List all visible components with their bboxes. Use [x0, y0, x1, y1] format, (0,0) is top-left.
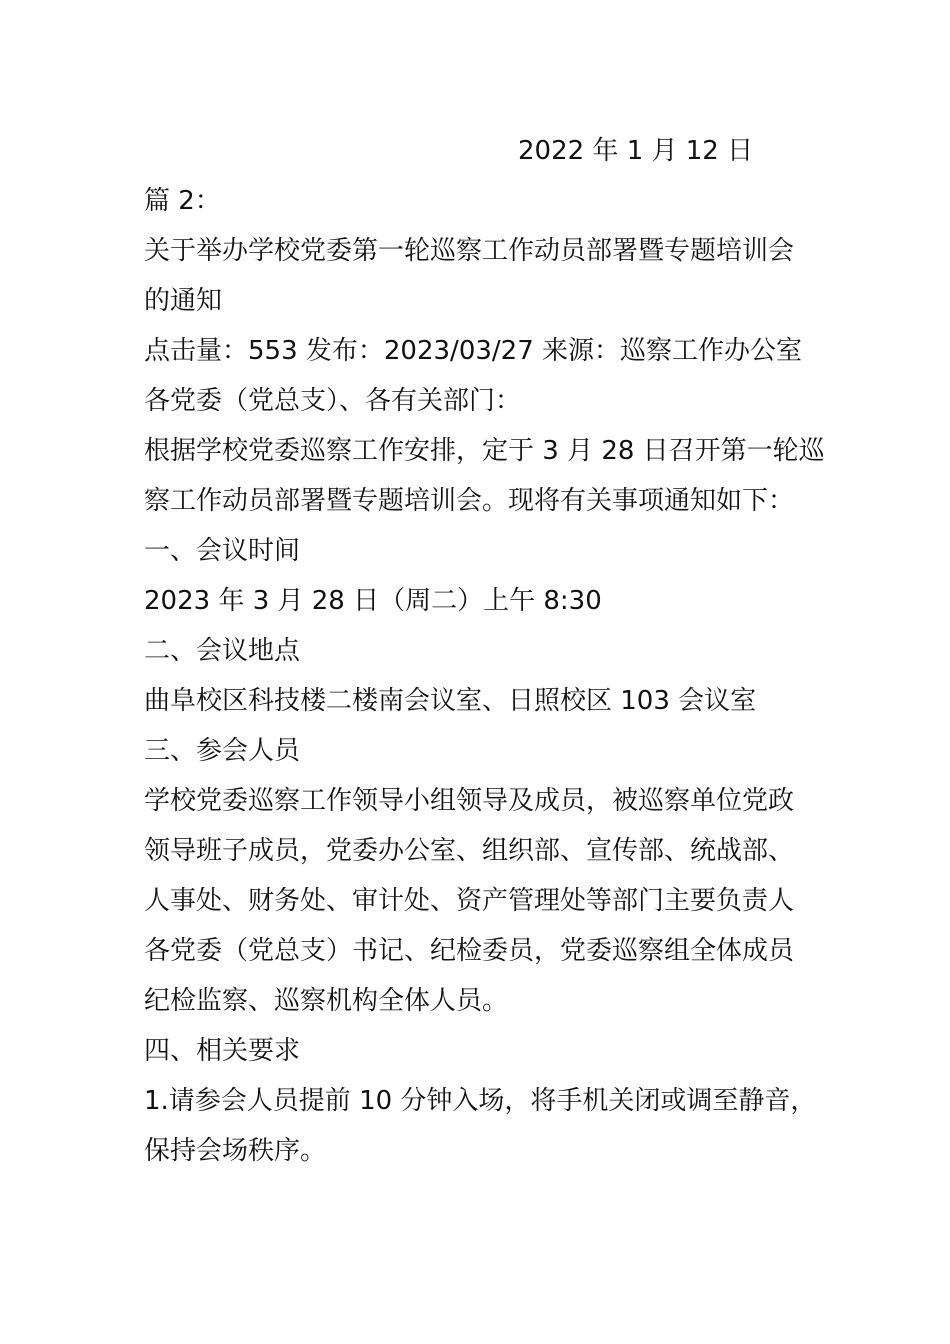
- attendees-line-4: 各党委（党总支）书记、纪检委员，党委巡察组全体成员: [144, 936, 795, 966]
- intro-line-2: 察工作动员部署暨专题培训会。现将有关事项通知如下：: [144, 486, 795, 516]
- attendees-line-2: 领导班子成员，党委办公室、组织部、宣传部、统战部、: [144, 836, 795, 866]
- section-heading-requirements: 四、相关要求: [144, 1036, 301, 1066]
- meeting-location: 曲阜校区科技楼二楼南会议室、日照校区 103 会议室: [144, 686, 757, 716]
- document-date: 2022 年 1 月 12 日: [518, 136, 754, 166]
- requirement-1-line-1: 1.请参会人员提前 10 分钟入场，将手机关闭或调至静音，: [144, 1086, 817, 1116]
- notice-meta: 点击量：553 发布：2023/03/27 来源：巡察工作办公室: [144, 336, 803, 366]
- attendees-line-3: 人事处、财务处、审计处、资产管理处等部门主要负责人: [144, 886, 795, 916]
- requirement-1-line-2: 保持会场秩序。: [144, 1136, 327, 1166]
- section-heading-time: 一、会议时间: [144, 536, 301, 566]
- section-label: 篇 2：: [144, 186, 221, 216]
- notice-title-line-1: 关于举办学校党委第一轮巡察工作动员部署暨专题培训会: [144, 236, 795, 266]
- salutation: 各党委（党总支）、各有关部门：: [144, 386, 522, 416]
- section-heading-attendees: 三、参会人员: [144, 736, 301, 766]
- attendees-line-1: 学校党委巡察工作领导小组领导及成员，被巡察单位党政: [144, 786, 795, 816]
- notice-title-line-2: 的通知: [144, 286, 223, 316]
- document-body: [144, 126, 825, 1176]
- attendees-line-5: 纪检监察、巡察机构全体人员。: [144, 986, 509, 1016]
- intro-line-1: 根据学校党委巡察工作安排，定于 3 月 28 日召开第一轮巡: [144, 436, 825, 466]
- section-heading-location: 二、会议地点: [144, 636, 301, 666]
- meeting-time: 2023 年 3 月 28 日（周二）上午 8:30: [144, 586, 602, 616]
